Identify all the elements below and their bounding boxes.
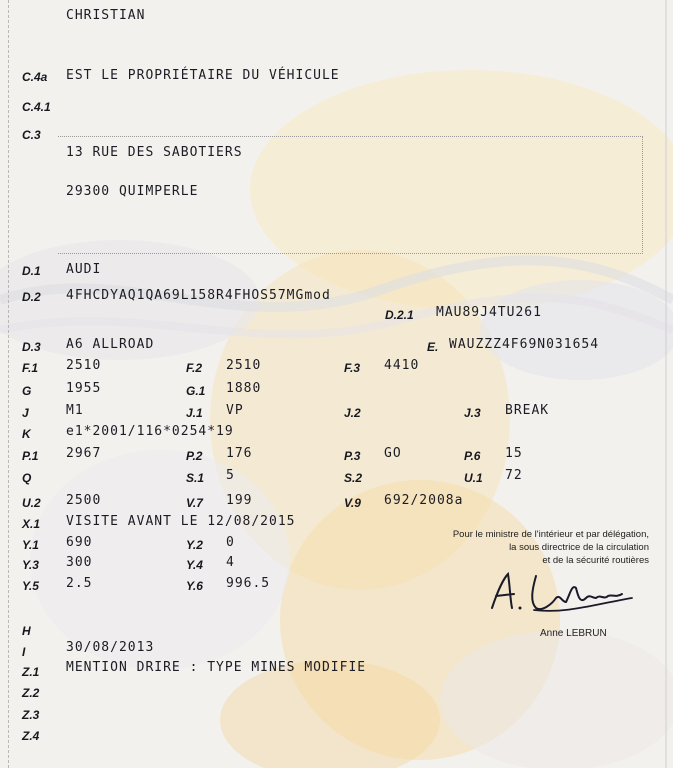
label-y4: Y.4: [186, 558, 203, 572]
label-u2: U.2: [22, 496, 41, 510]
value-v9: 692/2008a: [384, 493, 464, 508]
label-d2: D.2: [22, 290, 41, 304]
value-v7: 199: [226, 493, 253, 508]
perforation-line: [8, 0, 9, 768]
handwritten-signature: [486, 568, 636, 628]
label-p1: P.1: [22, 449, 39, 463]
label-p6: P.6: [464, 449, 481, 463]
value-p2: 176: [226, 446, 253, 461]
value-y2: 0: [226, 535, 235, 550]
label-p2: P.2: [186, 449, 203, 463]
value-p1: 2967: [66, 446, 102, 461]
value-j3: BREAK: [505, 403, 550, 418]
label-z4: Z.4: [22, 729, 40, 743]
label-f3: F.3: [344, 361, 361, 375]
label-v9: V.9: [344, 496, 361, 510]
label-z1: Z.1: [22, 665, 40, 679]
label-x1: X.1: [22, 517, 41, 531]
value-d2: 4FHCDYAQ1QA69L158R4FHOS57MGmod: [66, 288, 331, 303]
label-y2: Y.2: [186, 538, 203, 552]
label-f1: F.1: [22, 361, 39, 375]
signature-line-3: et de la sécurité routières: [542, 555, 649, 566]
value-i: 30/08/2013: [66, 640, 155, 655]
value-s1: 5: [226, 468, 235, 483]
value-x1: VISITE AVANT LE 12/08/2015: [66, 514, 296, 529]
label-y5: Y.5: [22, 579, 39, 593]
label-v7: V.7: [186, 496, 203, 510]
value-d3: A6 ALLROAD: [66, 337, 155, 352]
label-q: Q: [22, 471, 32, 485]
value-e: WAUZZZ4F69N031654: [449, 337, 600, 352]
value-y5: 2.5: [66, 576, 93, 591]
label-g: G: [22, 384, 32, 398]
label-e: E.: [427, 340, 439, 354]
value-u1: 72: [505, 468, 523, 483]
label-z2: Z.2: [22, 686, 40, 700]
value-p3: GO: [384, 446, 402, 461]
label-y6: Y.6: [186, 579, 203, 593]
signature-line-2: la sous directrice de la circulation: [509, 542, 649, 553]
label-g1: G.1: [186, 384, 206, 398]
value-f2: 2510: [226, 358, 262, 373]
value-f1: 2510: [66, 358, 102, 373]
signer-name: Anne LEBRUN: [540, 628, 607, 639]
label-j1: J.1: [186, 406, 203, 420]
value-j: M1: [66, 403, 84, 418]
label-c41: C.4.1: [22, 100, 51, 114]
value-y3: 300: [66, 555, 93, 570]
value-f3: 4410: [384, 358, 420, 373]
label-c4a: C.4a: [22, 70, 48, 84]
label-k: K: [22, 427, 31, 441]
value-p6: 15: [505, 446, 523, 461]
label-h: H: [22, 624, 31, 638]
address-line-2: 29300 QUIMPERLE: [66, 184, 199, 199]
label-d3: D.3: [22, 340, 41, 354]
signature-authority: [453, 528, 649, 567]
value-d21: MAU89J4TU261: [436, 305, 542, 320]
value-k: e1*2001/116*0254*19: [66, 424, 234, 439]
owner-status: EST LE PROPRIÉTAIRE DU VÉHICULE: [66, 68, 340, 83]
value-g1: 1880: [226, 381, 262, 396]
label-s2: S.2: [344, 471, 363, 485]
value-z1: MENTION DRIRE : TYPE MINES MODIFIE: [66, 660, 367, 675]
value-u2: 2500: [66, 493, 102, 508]
label-u1: U.1: [464, 471, 483, 485]
label-j2: J.2: [344, 406, 361, 420]
label-p3: P.3: [344, 449, 361, 463]
label-y3: Y.3: [22, 558, 39, 572]
label-i: I: [22, 645, 26, 659]
value-j1: VP: [226, 403, 244, 418]
label-j: J: [22, 406, 29, 420]
value-y1: 690: [66, 535, 93, 550]
value-g: 1955: [66, 381, 102, 396]
value-y6: 996.5: [226, 576, 271, 591]
label-c3: C.3: [22, 128, 41, 142]
label-z3: Z.3: [22, 708, 40, 722]
label-y1: Y.1: [22, 538, 39, 552]
owner-name: CHRISTIAN: [66, 8, 146, 23]
address-line-1: 13 RUE DES SABOTIERS: [66, 145, 243, 160]
label-d1: D.1: [22, 264, 41, 278]
value-d1: AUDI: [66, 262, 102, 277]
signature-line-1: Pour le ministre de l'intérieur et par délégation,: [452, 529, 649, 540]
label-d21: D.2.1: [385, 308, 414, 322]
value-y4: 4: [226, 555, 235, 570]
label-f2: F.2: [186, 361, 203, 375]
label-j3: J.3: [464, 406, 481, 420]
label-s1: S.1: [186, 471, 205, 485]
